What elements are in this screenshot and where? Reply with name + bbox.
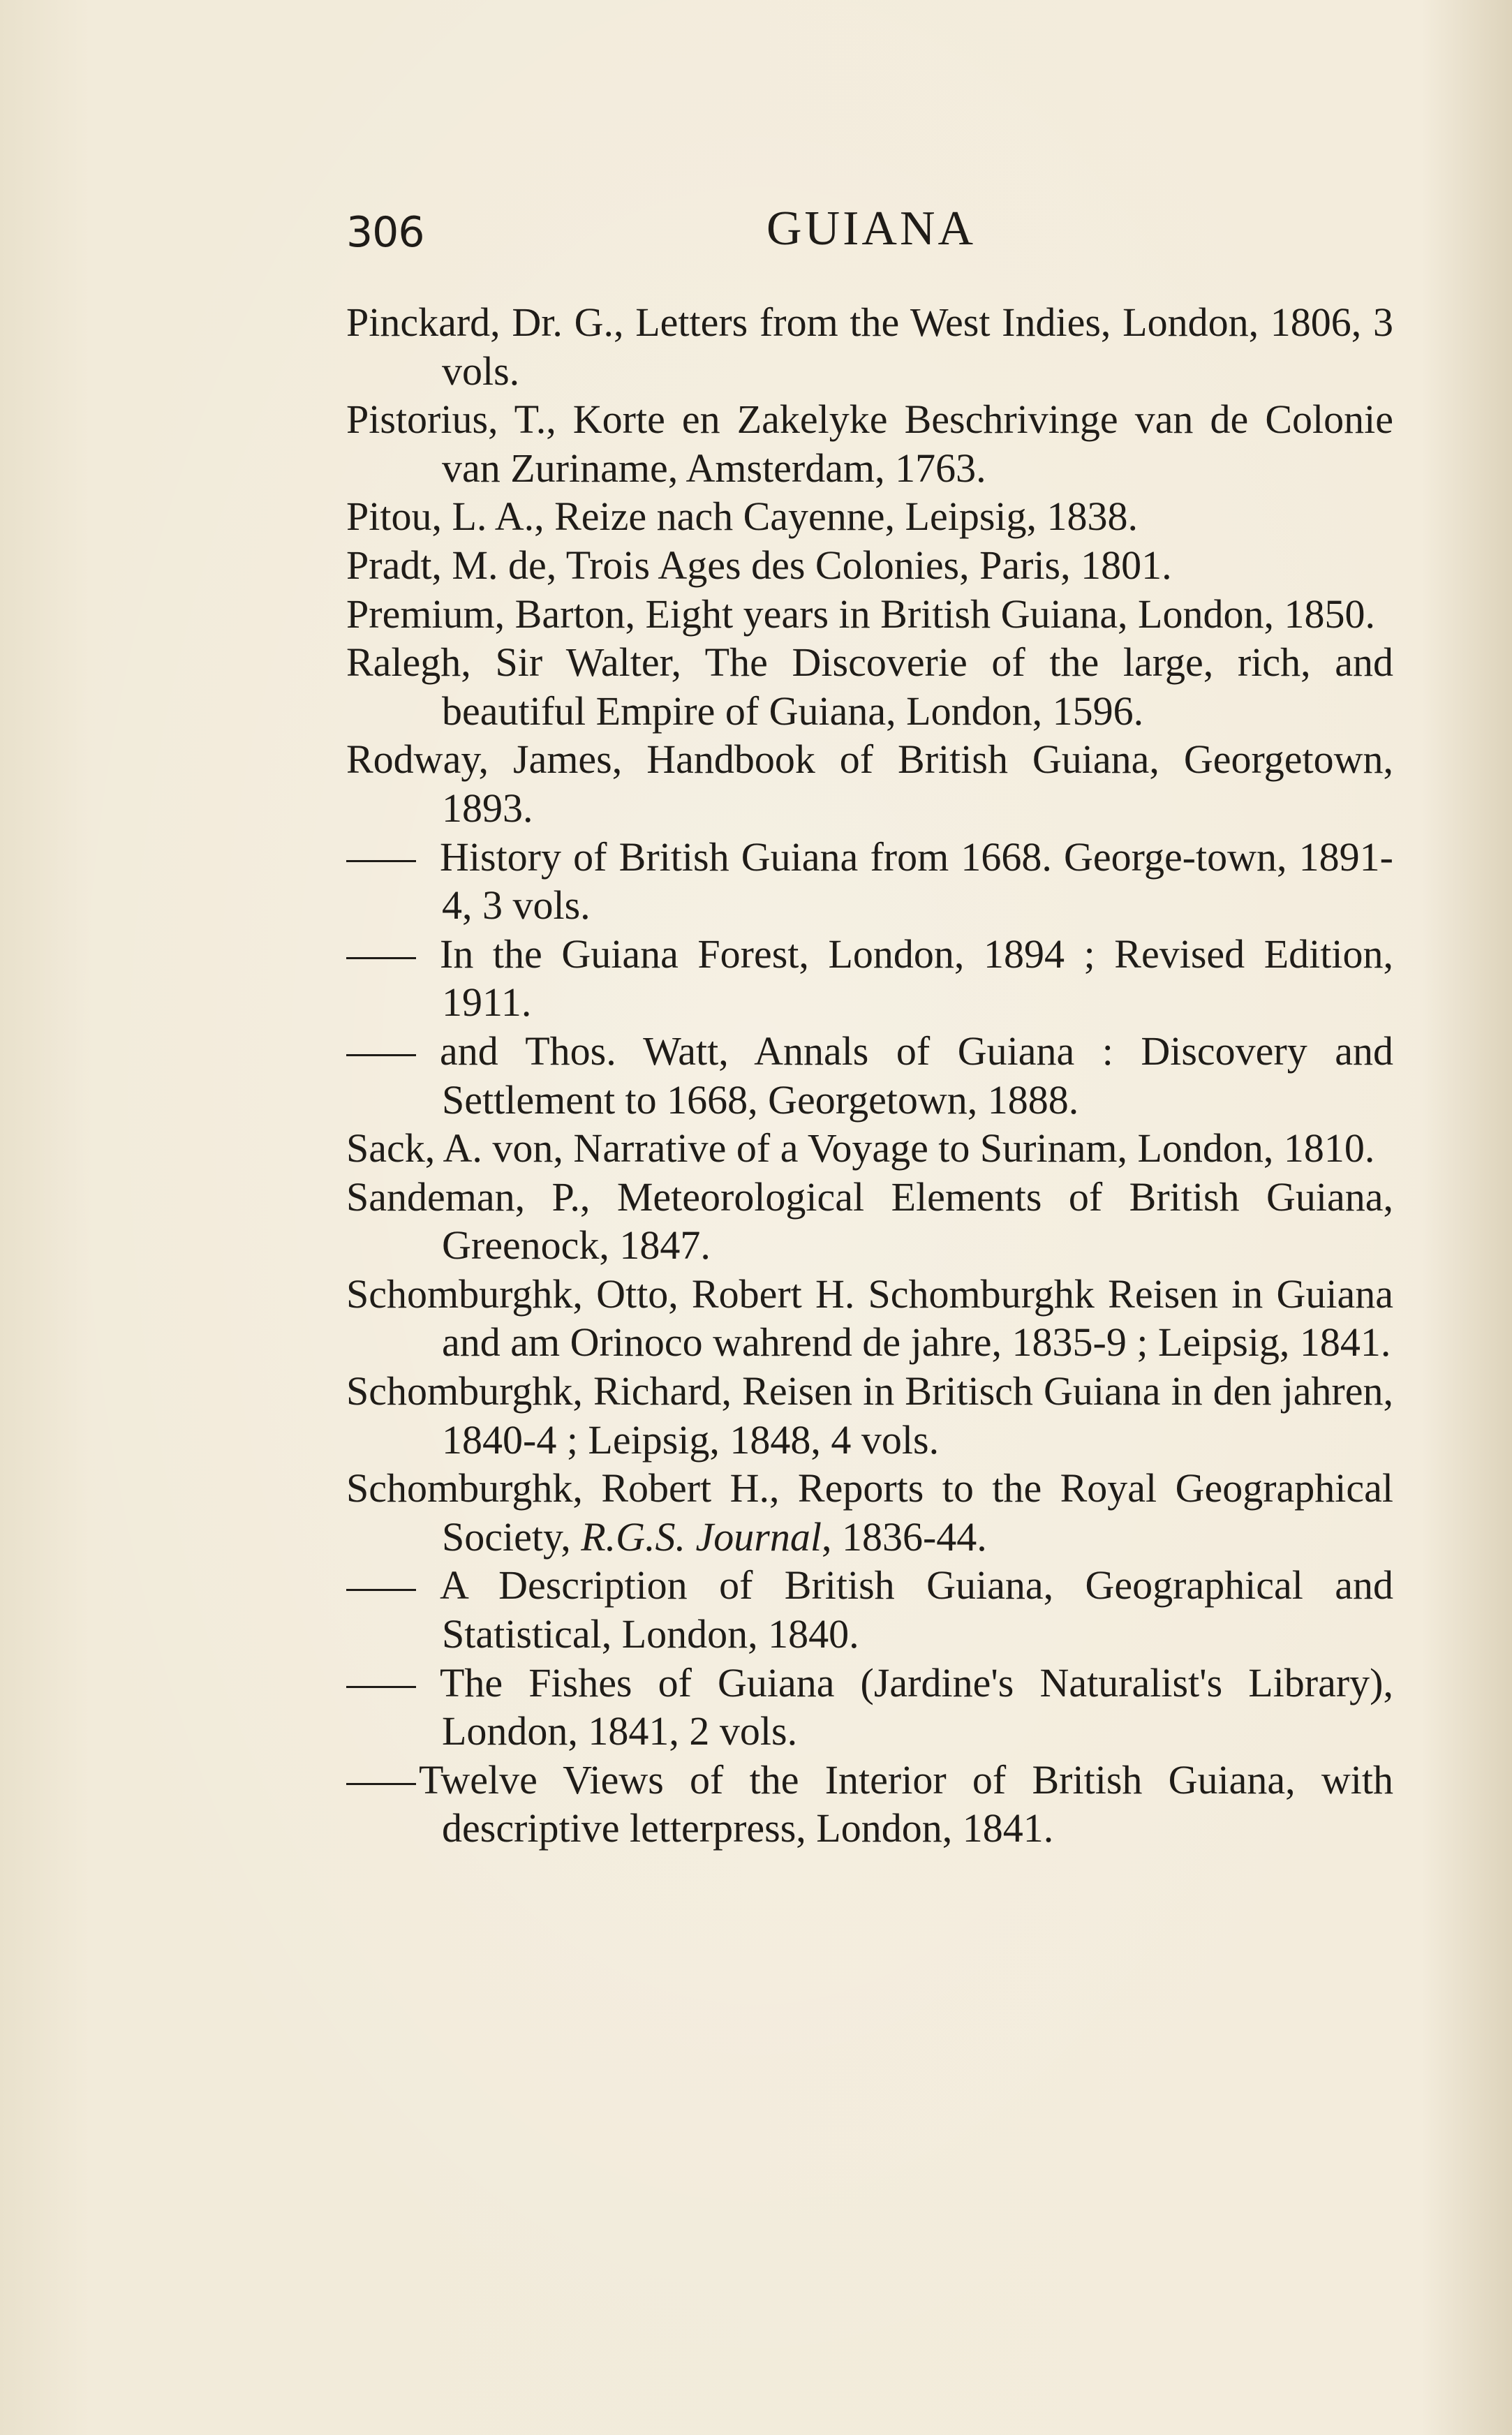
ditto-dash: [346, 1783, 416, 1785]
journal-title: R.G.S. Journal: [581, 1513, 822, 1560]
bibliography-list: [346, 298, 1393, 1853]
bibliography-entry: Rodway, James, Handbook of British Guiana, Georgetown, 1893.: [346, 737, 1393, 831]
page-header: [346, 201, 1393, 264]
ditto-dash: [346, 860, 416, 862]
ditto-dash: [346, 1054, 416, 1056]
bibliography-entry: Premium, Barton, Eight years in British Guiana, London, 1850.: [346, 591, 1375, 637]
bibliography-entry-ditto: The Fishes of Guiana (Jardine's Naturalist's Library), London, 1841, 2 vols.: [346, 1659, 1393, 1756]
bibliography-entry: Sack, A. von, Narrative of a Voyage to Surinam, London, 1810.: [346, 1125, 1375, 1171]
page-number: 306: [346, 208, 424, 257]
bibliography-entry-ditto: Twelve Views of the Interior of British Guiana, with descriptive letterpress, London, 1841.: [346, 1756, 1393, 1853]
ditto-dash: [346, 1686, 416, 1688]
bibliography-entry-ditto: and Thos. Watt, Annals of Guiana : Discovery and Settlement to 1668, Georgetown, 1888.: [346, 1027, 1393, 1124]
bibliography-entry: Pinckard, Dr. G., Letters from the West Indies, London, 1806, 3 vols.: [346, 299, 1393, 394]
bibliography-entry: Pitou, L. A., Reize nach Cayenne, Leipsig, 1838.: [346, 494, 1139, 540]
bibliography-entry: Sandeman, P., Meteorological Elements of British Guiana, Greenock, 1847.: [346, 1174, 1393, 1268]
bibliography-entry: Schomburghk, Richard, Reisen in Britisch Guiana in den jahren, 1840-4 ; Leipsig, 1848, 4 vols.: [346, 1368, 1393, 1463]
ditto-dash: [346, 957, 416, 959]
bibliography-entry: Pistorius, T., Korte en Zakelyke Beschrivinge van de Colonie van Zuriname, Amsterdam, 1763.: [346, 397, 1393, 491]
bibliography-entry-ditto: A Description of British Guiana, Geographical and Statistical, London, 1840.: [346, 1561, 1393, 1658]
ditto-dash: [346, 1589, 416, 1591]
bibliography-entry-ditto: History of British Guiana from 1668. George-town, 1891-4, 3 vols.: [346, 833, 1393, 930]
bibliography-entry: Schomburghk, Otto, Robert H. Schomburghk Reisen in Guiana and am Orinoco wahrend de jahre, 1835-9 ; Leipsig, 1841.: [346, 1271, 1393, 1365]
bibliography-entry: Schomburghk, Robert H., Reports to the Royal Geographical Society, R.G.S. Journal, 1836-44.: [346, 1465, 1393, 1560]
bibliography-entry-ditto: In the Guiana Forest, London, 1894 ; Revised Edition, 1911.: [346, 930, 1393, 1027]
bibliography-entry: Pradt, M. de, Trois Ages des Colonies, Paris, 1801.: [346, 542, 1172, 588]
running-head: GUIANA: [766, 202, 977, 256]
bibliography-entry: Ralegh, Sir Walter, The Discoverie of the large, rich, and beautiful Empire of Guiana, London, 1596.: [346, 639, 1393, 734]
